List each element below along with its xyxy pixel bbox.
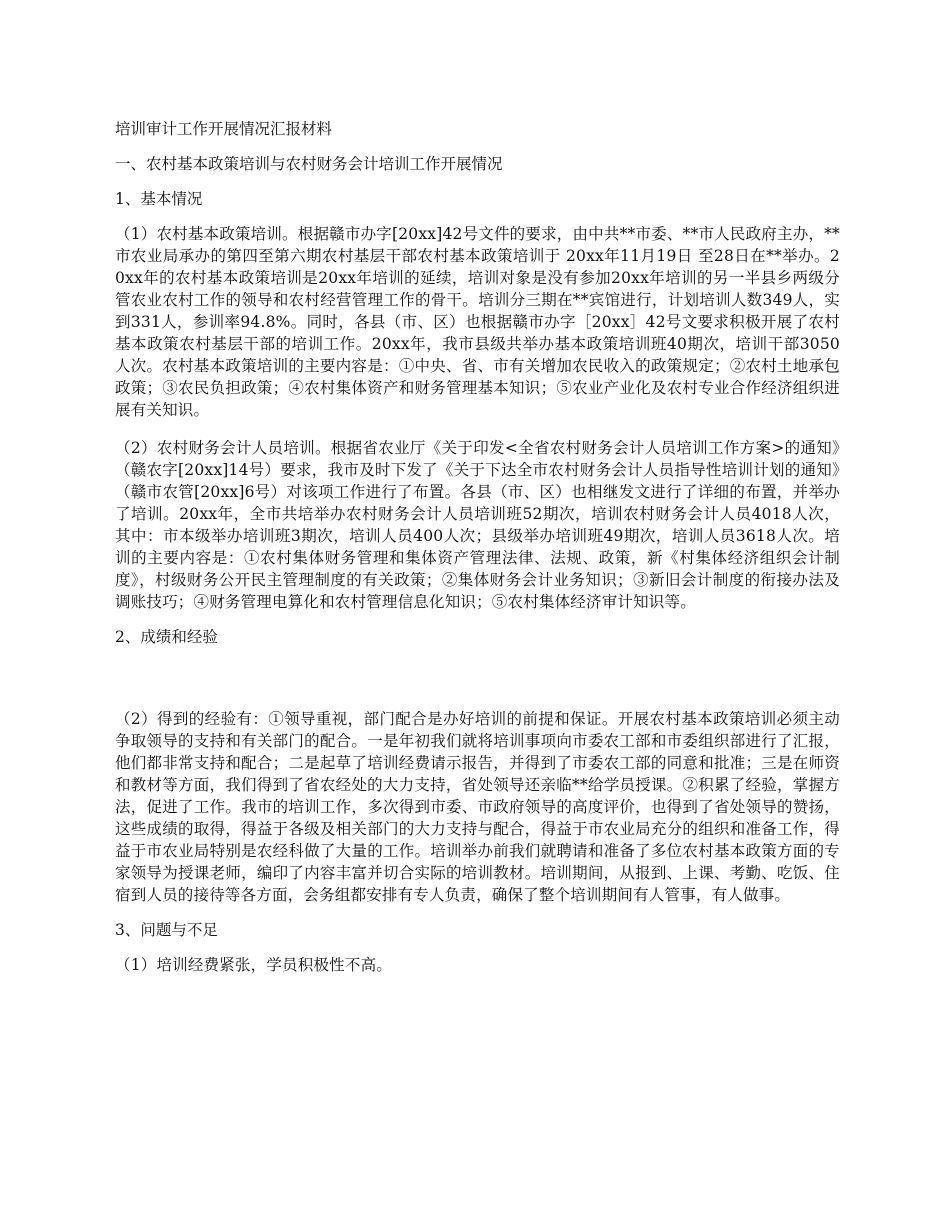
paragraph-problem-1: （1）培训经费紧张，学员积极性不高。 [115,956,392,974]
document-title: 培训审计工作开展情况汇报材料 [115,120,333,138]
subsection-heading-basic-situation: 1、基本情况 [115,190,203,208]
subsection-heading-achievements: 2、成绩和经验 [115,628,218,646]
paragraph-policy-training: （1）农村基本政策培训。根据赣市办字[20xx]42号文件的要求，由中共**市委、**市人民政府主办，**市农业局承办的第四至第六期农村基层干部农村基本政策培训于 20xx年11月19日 至28日在**举办。20xx年的农村基本政策培训是20xx年培训的延续，培训对象是没有参加20xx年培训的另一半县乡两级分管农业农村工作的领导和农村经营管理工作的骨干。培训分三期在**宾馆进行，计划培训人数349人，实到331人，参训率94.8%。同时，各县（市、区）也根据赣市办字［20xx］42号文要求积极开展了农村基本政策农村基层干部的培训工作。20xx年，我市县级共举办基本政策培训班40期次，培训干部3050人次。农村基本政策培训的主要内容是：①中央、省、市有关增加农民收入的政策规定；②农村土地承包政策；③农民负担政策；④农村集体资产和财务管理基本知识；⑤农业产业化及农村专业合作经济组织进展有关知识。 [115,225,840,419]
paragraph-accounting-training: （2）农村财务会计人员培训。根据省农业厅《关于印发<全省农村财务会计人员培训工作方案>的通知》（赣农字[20xx]14号）要求，我市及时下发了《关于下达全市农村财务会计人员指导性培训计划的通知》（赣市农管[20xx]6号）对该项工作进行了布置。各县（市、区）也相继发文进行了详细的布置，并举办了培训。20xx年，全市共培举办农村财务会计人员培训班52期次，培训农村财务会计人员4018人次，其中：市本级举办培训班3期次，培训人员400人次；县级举办培训班49期次，培训人员3618人次。培训的主要内容是：①农村集体财务管理和集体资产管理法律、法规、政策，新《村集体经济组织会计制度》，村级财务公开民主管理制度的有关政策；②集体财务会计业务知识；③新旧会计制度的衔接办法及调账技巧；④财务管理电算化和农村管理信息化知识；⑤农村集体经济审计知识等。 [115,439,840,611]
subsection-heading-problems: 3、问题与不足 [115,921,218,939]
section-heading-1: 一、农村基本政策培训与农村财务会计培训工作开展情况 [115,155,503,173]
document-page [115,118,840,976]
paragraph-experience: （2）得到的经验有：①领导重视，部门配合是办好培训的前提和保证。开展农村基本政策培训必须主动争取领导的支持和有关部门的配合。一是年初我们就将培训事项向市委农工部和市委组织部进行了汇报，他们都非常支持和配合；二是起草了培训经费请示报告，并得到了市委农工部的同意和批准；三是在师资和教材等方面，我们得到了省农经处的大力支持，省处领导还亲临**给学员授课。②积累了经验，掌握方法，促进了工作。我市的培训工作，多次得到市委、市政府领导的高度评价，也得到了省处领导的赞扬，这些成绩的取得，得益于各级及相关部门的大力支持与配合，得益于市农业局充分的组织和准备工作，得益于市农业局特别是农经科做了大量的工作。培训举办前我们就聘请和准备了多位农村基本政策方面的专家领导为授课老师，编印了内容丰富并切合实际的培训教材。培训期间，从报到、上课、考勤、吃饭、住宿到人员的接待等各方面，会务组都安排有专人负责，确保了整个培训期间有人管事，有人做事。 [115,710,840,904]
